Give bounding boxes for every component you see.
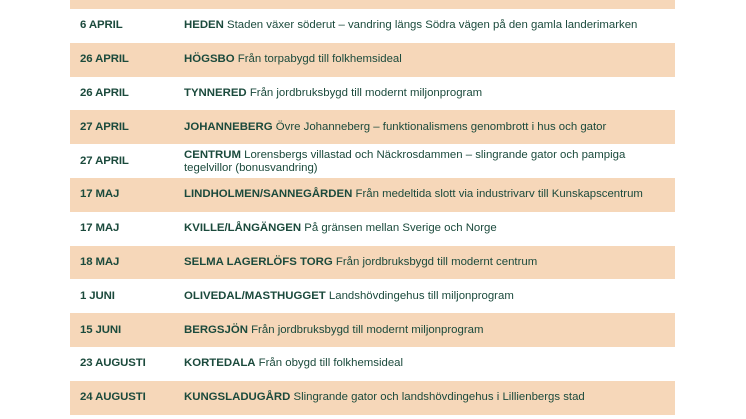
- schedule-place: BERGSJÖN: [184, 323, 248, 336]
- schedule-row: [70, 43, 675, 77]
- schedule-row: [70, 279, 675, 313]
- schedule-text: Landshövdingehus till miljonprogram: [325, 289, 514, 302]
- schedule-description: [184, 256, 675, 269]
- schedule-text: Från jordbruksbygd till modernt miljonprogram: [247, 323, 484, 336]
- schedule-date: 18 MAJ: [80, 255, 120, 268]
- schedule-description: [184, 324, 675, 337]
- walk-schedule-table: [70, 0, 675, 415]
- schedule-description: [184, 391, 675, 404]
- schedule-place: KUNGSLADUGÅRD: [184, 391, 291, 404]
- schedule-description: [184, 121, 675, 134]
- schedule-text: Från obygd till folkhemsideal: [255, 357, 404, 370]
- schedule-date: 1 JUNI: [80, 289, 115, 302]
- schedule-row: [70, 178, 675, 212]
- schedule-description: [184, 188, 675, 201]
- schedule-date: 15 JUNI: [80, 323, 122, 336]
- schedule-row: [70, 9, 675, 43]
- schedule-text: På gränsen mellan Sverige och Norge: [301, 222, 497, 235]
- schedule-row: [70, 347, 675, 381]
- schedule-date: 17 MAJ: [80, 222, 120, 235]
- schedule-text: Staden växer söderut – vandring längs Södra vägen på den gamla landerimarken: [223, 19, 638, 32]
- schedule-text: Lorensbergs villastad och Näckrosdammen – slingrande gator och pampiga tegelvillor (bonusvandring): [184, 148, 626, 174]
- schedule-place: KORTEDALA: [184, 357, 256, 370]
- schedule-description: [184, 53, 675, 66]
- schedule-date: 6 APRIL: [80, 19, 123, 32]
- schedule-text: Från torpabygd till folkhemsideal: [234, 53, 402, 66]
- schedule-place: HEDEN: [184, 19, 224, 32]
- schedule-text: Slingrande gator och landshövdingehus i Lillienbergs stad: [290, 391, 585, 404]
- schedule-row: [70, 77, 675, 111]
- schedule-date: 26 APRIL: [80, 53, 129, 66]
- schedule-description: [184, 290, 675, 303]
- schedule-place: TYNNERED: [184, 86, 247, 99]
- schedule-date: 24 AUGUSTI: [80, 391, 146, 404]
- schedule-text: Från jordbruksbygd till modernt miljonprogram: [246, 86, 483, 99]
- schedule-row: [70, 212, 675, 246]
- schedule-place: SELMA LAGERLÖFS TORG: [184, 255, 333, 268]
- schedule-description: [184, 148, 675, 175]
- schedule-date: 17 MAJ: [80, 188, 120, 201]
- schedule-place: HÖGSBO: [184, 53, 235, 66]
- schedule-place: JOHANNEBERG: [184, 120, 273, 133]
- schedule-text: Från medeltida slott via industrivarv till Kunskapscentrum: [352, 188, 643, 201]
- schedule-place: CENTRUM: [184, 148, 241, 161]
- schedule-description: [184, 222, 675, 235]
- schedule-place: KVILLE/LÅNGÄNGEN: [184, 222, 302, 235]
- schedule-date: 23 AUGUSTI: [80, 357, 146, 370]
- schedule-row: [70, 110, 675, 144]
- schedule-text: Övre Johanneberg – funktionalismens genombrott i hus och gator: [272, 120, 607, 133]
- schedule-row: [70, 246, 675, 280]
- schedule-date: 27 APRIL: [80, 120, 129, 133]
- schedule-row-partial: [70, 0, 675, 9]
- schedule-description: [184, 19, 675, 32]
- schedule-row: [70, 381, 675, 415]
- schedule-description: [184, 357, 675, 370]
- schedule-date: 27 APRIL: [80, 154, 129, 167]
- schedule-place: OLIVEDAL/MASTHUGGET: [184, 289, 326, 302]
- schedule-place: LINDHOLMEN/SANNEGÅRDEN: [184, 188, 353, 201]
- schedule-row: [70, 313, 675, 347]
- schedule-text: Från jordbruksbygd till modernt centrum: [332, 255, 538, 268]
- schedule-date: 26 APRIL: [80, 86, 129, 99]
- schedule-description: [184, 87, 675, 100]
- schedule-row: [70, 144, 675, 178]
